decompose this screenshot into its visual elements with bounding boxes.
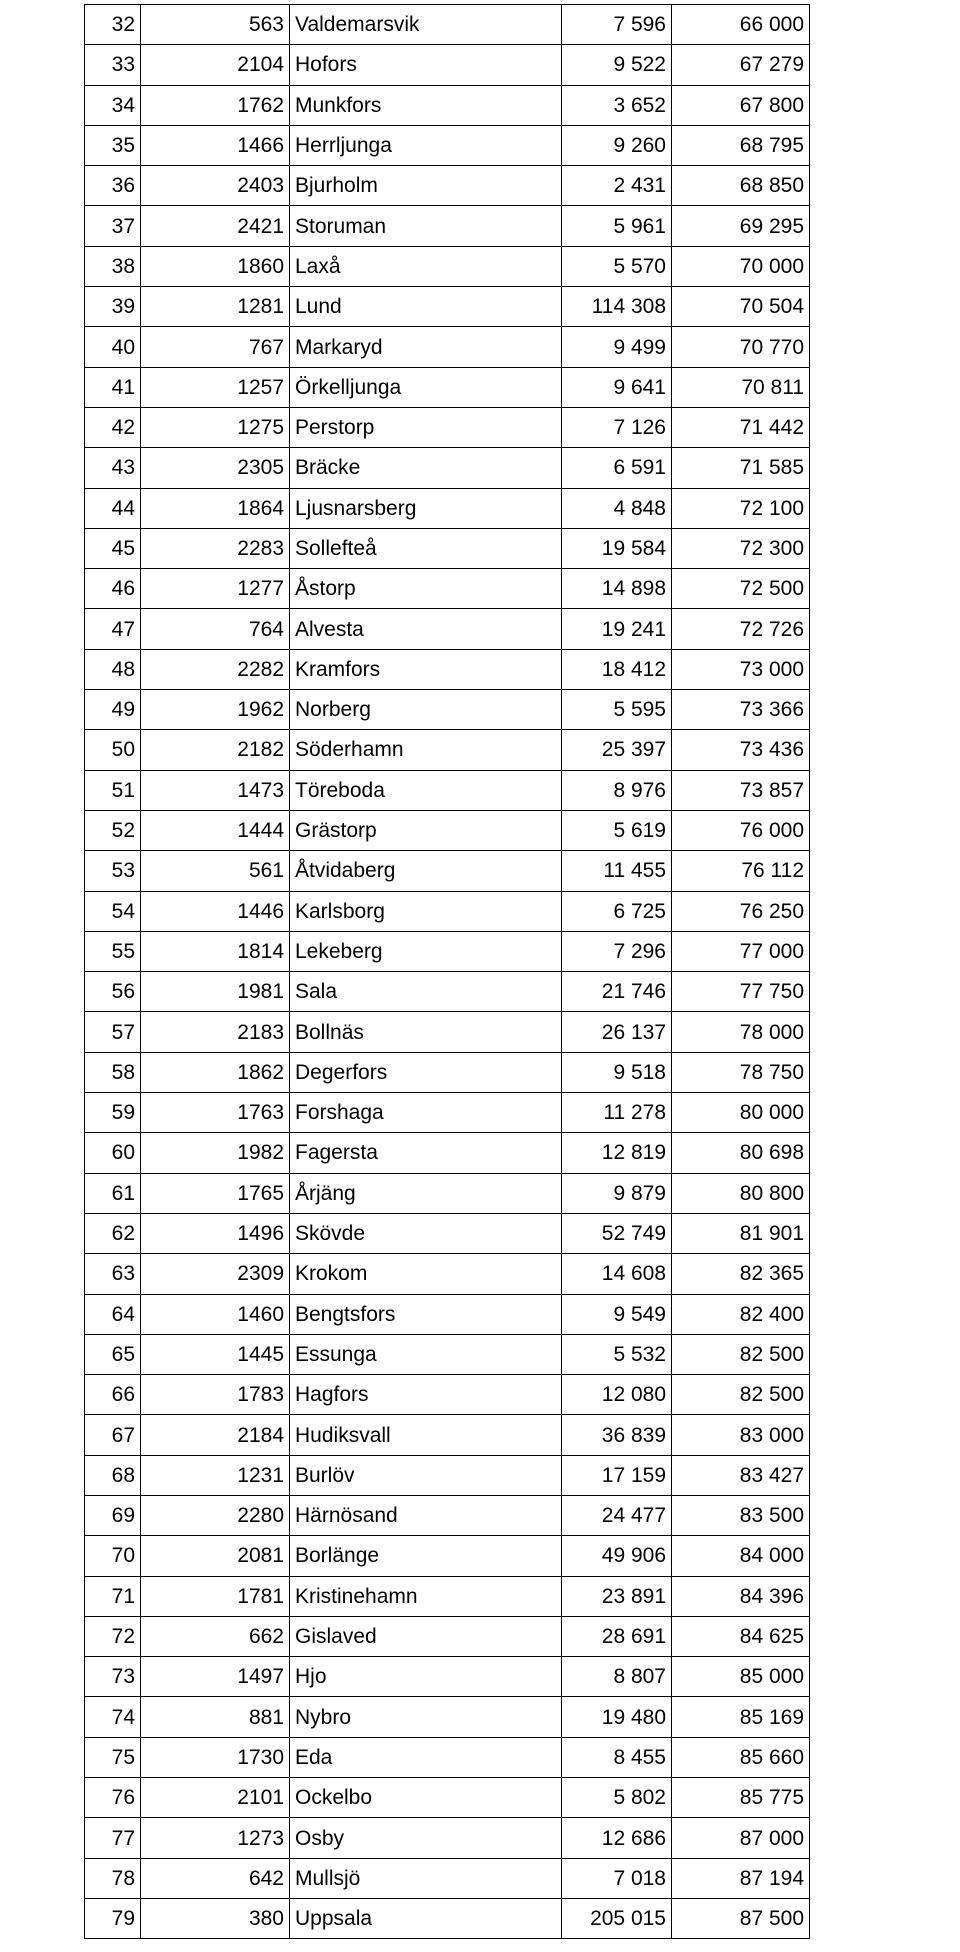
population-cell: 21 746: [562, 972, 672, 1012]
name-cell: Hudiksvall: [290, 1415, 562, 1455]
table-row: [85, 448, 810, 488]
code-cell: 1466: [141, 125, 290, 165]
rank-cell: 51: [85, 770, 141, 810]
population-cell: 19 584: [562, 528, 672, 568]
population-cell: 11 455: [562, 851, 672, 891]
value-cell: 73 366: [672, 690, 810, 730]
rank-cell: 64: [85, 1294, 141, 1334]
rank-cell: 48: [85, 649, 141, 689]
table-row: [85, 851, 810, 891]
name-cell: Ljusnarsberg: [290, 488, 562, 528]
table-row: [85, 1657, 810, 1697]
table-row: [85, 1415, 810, 1455]
table-row: [85, 488, 810, 528]
rank-cell: 77: [85, 1818, 141, 1858]
table-row: [85, 1536, 810, 1576]
value-cell: 73 857: [672, 770, 810, 810]
value-cell: 85 660: [672, 1737, 810, 1777]
rank-cell: 69: [85, 1495, 141, 1535]
population-cell: 12 080: [562, 1375, 672, 1415]
table-row: [85, 1012, 810, 1052]
code-cell: 2081: [141, 1536, 290, 1576]
code-cell: 2183: [141, 1012, 290, 1052]
name-cell: Bjurholm: [290, 166, 562, 206]
population-cell: 2 431: [562, 166, 672, 206]
population-cell: 114 308: [562, 287, 672, 327]
code-cell: 563: [141, 5, 290, 45]
code-cell: 1473: [141, 770, 290, 810]
code-cell: 380: [141, 1898, 290, 1938]
table-row: [85, 85, 810, 125]
name-cell: Lund: [290, 287, 562, 327]
value-cell: 77 750: [672, 972, 810, 1012]
name-cell: Örkelljunga: [290, 367, 562, 407]
code-cell: 2101: [141, 1778, 290, 1818]
rank-cell: 74: [85, 1697, 141, 1737]
name-cell: Fagersta: [290, 1133, 562, 1173]
table-row: [85, 1052, 810, 1092]
population-cell: 14 898: [562, 569, 672, 609]
value-cell: 82 400: [672, 1294, 810, 1334]
code-cell: 2283: [141, 528, 290, 568]
population-cell: 5 595: [562, 690, 672, 730]
rank-cell: 49: [85, 690, 141, 730]
table-row: [85, 810, 810, 850]
rank-cell: 43: [85, 448, 141, 488]
municipality-table: [84, 4, 810, 1939]
code-cell: 2184: [141, 1415, 290, 1455]
code-cell: 1277: [141, 569, 290, 609]
name-cell: Norberg: [290, 690, 562, 730]
table-row: [85, 1455, 810, 1495]
rank-cell: 73: [85, 1657, 141, 1697]
population-cell: 52 749: [562, 1213, 672, 1253]
value-cell: 67 800: [672, 85, 810, 125]
value-cell: 76 250: [672, 891, 810, 931]
value-cell: 73 436: [672, 730, 810, 770]
rank-cell: 75: [85, 1737, 141, 1777]
name-cell: Borlänge: [290, 1536, 562, 1576]
value-cell: 77 000: [672, 931, 810, 971]
rank-cell: 63: [85, 1254, 141, 1294]
name-cell: Nybro: [290, 1697, 562, 1737]
name-cell: Perstorp: [290, 407, 562, 447]
table-row: [85, 407, 810, 447]
population-cell: 24 477: [562, 1495, 672, 1535]
name-cell: Eda: [290, 1737, 562, 1777]
table-row: [85, 891, 810, 931]
table-row: [85, 649, 810, 689]
code-cell: 561: [141, 851, 290, 891]
code-cell: 1257: [141, 367, 290, 407]
value-cell: 80 698: [672, 1133, 810, 1173]
value-cell: 70 504: [672, 287, 810, 327]
population-cell: 9 518: [562, 1052, 672, 1092]
table-row: [85, 1173, 810, 1213]
name-cell: Alvesta: [290, 609, 562, 649]
rank-cell: 60: [85, 1133, 141, 1173]
rank-cell: 57: [85, 1012, 141, 1052]
name-cell: Forshaga: [290, 1093, 562, 1133]
code-cell: 1281: [141, 287, 290, 327]
rank-cell: 65: [85, 1334, 141, 1374]
rank-cell: 79: [85, 1898, 141, 1938]
code-cell: 1864: [141, 488, 290, 528]
value-cell: 70 000: [672, 246, 810, 286]
value-cell: 69 295: [672, 206, 810, 246]
code-cell: 2280: [141, 1495, 290, 1535]
value-cell: 78 750: [672, 1052, 810, 1092]
table-row: [85, 730, 810, 770]
name-cell: Osby: [290, 1818, 562, 1858]
rank-cell: 40: [85, 327, 141, 367]
population-cell: 5 802: [562, 1778, 672, 1818]
table-row: [85, 1616, 810, 1656]
value-cell: 83 500: [672, 1495, 810, 1535]
name-cell: Hagfors: [290, 1375, 562, 1415]
name-cell: Munkfors: [290, 85, 562, 125]
population-cell: 28 691: [562, 1616, 672, 1656]
rank-cell: 35: [85, 125, 141, 165]
table-row: [85, 287, 810, 327]
rank-cell: 56: [85, 972, 141, 1012]
spreadsheet: [84, 4, 810, 1939]
name-cell: Kristinehamn: [290, 1576, 562, 1616]
table-row: [85, 1697, 810, 1737]
name-cell: Skövde: [290, 1213, 562, 1253]
code-cell: 1982: [141, 1133, 290, 1173]
name-cell: Markaryd: [290, 327, 562, 367]
name-cell: Årjäng: [290, 1173, 562, 1213]
rank-cell: 61: [85, 1173, 141, 1213]
name-cell: Hjo: [290, 1657, 562, 1697]
name-cell: Mullsjö: [290, 1858, 562, 1898]
population-cell: 36 839: [562, 1415, 672, 1455]
name-cell: Hofors: [290, 45, 562, 85]
code-cell: 1814: [141, 931, 290, 971]
value-cell: 87 500: [672, 1898, 810, 1938]
population-cell: 9 641: [562, 367, 672, 407]
population-cell: 5 532: [562, 1334, 672, 1374]
table-row: [85, 1818, 810, 1858]
population-cell: 19 241: [562, 609, 672, 649]
population-cell: 6 591: [562, 448, 672, 488]
population-cell: 26 137: [562, 1012, 672, 1052]
population-cell: 49 906: [562, 1536, 672, 1576]
rank-cell: 32: [85, 5, 141, 45]
rank-cell: 70: [85, 1536, 141, 1576]
value-cell: 76 000: [672, 810, 810, 850]
value-cell: 81 901: [672, 1213, 810, 1253]
population-cell: 9 522: [562, 45, 672, 85]
value-cell: 80 800: [672, 1173, 810, 1213]
value-cell: 72 300: [672, 528, 810, 568]
code-cell: 1765: [141, 1173, 290, 1213]
table-row: [85, 528, 810, 568]
rank-cell: 47: [85, 609, 141, 649]
population-cell: 23 891: [562, 1576, 672, 1616]
population-cell: 18 412: [562, 649, 672, 689]
rank-cell: 41: [85, 367, 141, 407]
rank-cell: 36: [85, 166, 141, 206]
name-cell: Karlsborg: [290, 891, 562, 931]
table-row: [85, 125, 810, 165]
name-cell: Bengtsfors: [290, 1294, 562, 1334]
rank-cell: 50: [85, 730, 141, 770]
rank-cell: 38: [85, 246, 141, 286]
rank-cell: 72: [85, 1616, 141, 1656]
population-cell: 5 619: [562, 810, 672, 850]
code-cell: 2403: [141, 166, 290, 206]
code-cell: 1762: [141, 85, 290, 125]
rank-cell: 52: [85, 810, 141, 850]
name-cell: Sollefteå: [290, 528, 562, 568]
value-cell: 83 000: [672, 1415, 810, 1455]
population-cell: 7 596: [562, 5, 672, 45]
name-cell: Gislaved: [290, 1616, 562, 1656]
rank-cell: 68: [85, 1455, 141, 1495]
name-cell: Töreboda: [290, 770, 562, 810]
value-cell: 84 000: [672, 1536, 810, 1576]
table-row: [85, 1375, 810, 1415]
population-cell: 9 549: [562, 1294, 672, 1334]
rank-cell: 45: [85, 528, 141, 568]
code-cell: 1273: [141, 1818, 290, 1858]
value-cell: 72 500: [672, 569, 810, 609]
population-cell: 8 976: [562, 770, 672, 810]
rank-cell: 66: [85, 1375, 141, 1415]
code-cell: 1446: [141, 891, 290, 931]
name-cell: Ockelbo: [290, 1778, 562, 1818]
name-cell: Uppsala: [290, 1898, 562, 1938]
code-cell: 767: [141, 327, 290, 367]
population-cell: 12 819: [562, 1133, 672, 1173]
value-cell: 72 726: [672, 609, 810, 649]
code-cell: 1981: [141, 972, 290, 1012]
code-cell: 1730: [141, 1737, 290, 1777]
population-cell: 14 608: [562, 1254, 672, 1294]
table-row: [85, 1737, 810, 1777]
value-cell: 70 811: [672, 367, 810, 407]
population-cell: 8 455: [562, 1737, 672, 1777]
table-row: [85, 1133, 810, 1173]
value-cell: 78 000: [672, 1012, 810, 1052]
rank-cell: 59: [85, 1093, 141, 1133]
population-cell: 8 807: [562, 1657, 672, 1697]
name-cell: Kramfors: [290, 649, 562, 689]
table-row: [85, 1093, 810, 1133]
table-row: [85, 5, 810, 45]
code-cell: 1862: [141, 1052, 290, 1092]
value-cell: 82 500: [672, 1334, 810, 1374]
value-cell: 84 396: [672, 1576, 810, 1616]
table-row: [85, 972, 810, 1012]
value-cell: 85 169: [672, 1697, 810, 1737]
value-cell: 76 112: [672, 851, 810, 891]
code-cell: 1231: [141, 1455, 290, 1495]
population-cell: 4 848: [562, 488, 672, 528]
code-cell: 1497: [141, 1657, 290, 1697]
table-row: [85, 1778, 810, 1818]
code-cell: 764: [141, 609, 290, 649]
table-row: [85, 45, 810, 85]
code-cell: 2182: [141, 730, 290, 770]
code-cell: 1460: [141, 1294, 290, 1334]
name-cell: Söderhamn: [290, 730, 562, 770]
code-cell: 2282: [141, 649, 290, 689]
code-cell: 1860: [141, 246, 290, 286]
value-cell: 67 279: [672, 45, 810, 85]
table-body: [85, 5, 810, 1939]
table-row: [85, 166, 810, 206]
population-cell: 11 278: [562, 1093, 672, 1133]
population-cell: 5 961: [562, 206, 672, 246]
code-cell: 881: [141, 1697, 290, 1737]
population-cell: 19 480: [562, 1697, 672, 1737]
table-row: [85, 1294, 810, 1334]
name-cell: Bollnäs: [290, 1012, 562, 1052]
rank-cell: 67: [85, 1415, 141, 1455]
population-cell: 9 499: [562, 327, 672, 367]
name-cell: Burlöv: [290, 1455, 562, 1495]
table-row: [85, 206, 810, 246]
table-row: [85, 931, 810, 971]
population-cell: 7 018: [562, 1858, 672, 1898]
population-cell: 17 159: [562, 1455, 672, 1495]
table-row: [85, 1213, 810, 1253]
name-cell: Grästorp: [290, 810, 562, 850]
rank-cell: 39: [85, 287, 141, 327]
rank-cell: 62: [85, 1213, 141, 1253]
rank-cell: 55: [85, 931, 141, 971]
rank-cell: 37: [85, 206, 141, 246]
population-cell: 3 652: [562, 85, 672, 125]
table-row: [85, 569, 810, 609]
code-cell: 1445: [141, 1334, 290, 1374]
population-cell: 7 126: [562, 407, 672, 447]
rank-cell: 71: [85, 1576, 141, 1616]
rank-cell: 33: [85, 45, 141, 85]
value-cell: 73 000: [672, 649, 810, 689]
code-cell: 1783: [141, 1375, 290, 1415]
name-cell: Åtvidaberg: [290, 851, 562, 891]
value-cell: 68 795: [672, 125, 810, 165]
table-row: [85, 1576, 810, 1616]
table-row: [85, 1254, 810, 1294]
value-cell: 82 500: [672, 1375, 810, 1415]
rank-cell: 34: [85, 85, 141, 125]
rank-cell: 42: [85, 407, 141, 447]
table-row: [85, 690, 810, 730]
name-cell: Krokom: [290, 1254, 562, 1294]
code-cell: 2309: [141, 1254, 290, 1294]
rank-cell: 58: [85, 1052, 141, 1092]
rank-cell: 44: [85, 488, 141, 528]
population-cell: 9 260: [562, 125, 672, 165]
table-row: [85, 1495, 810, 1535]
value-cell: 87 000: [672, 1818, 810, 1858]
value-cell: 71 442: [672, 407, 810, 447]
name-cell: Sala: [290, 972, 562, 1012]
value-cell: 84 625: [672, 1616, 810, 1656]
code-cell: 642: [141, 1858, 290, 1898]
table-row: [85, 609, 810, 649]
name-cell: Essunga: [290, 1334, 562, 1374]
population-cell: 7 296: [562, 931, 672, 971]
table-row: [85, 1898, 810, 1938]
value-cell: 68 850: [672, 166, 810, 206]
value-cell: 85 775: [672, 1778, 810, 1818]
population-cell: 25 397: [562, 730, 672, 770]
table-row: [85, 1334, 810, 1374]
table-row: [85, 1858, 810, 1898]
name-cell: Valdemarsvik: [290, 5, 562, 45]
table-row: [85, 367, 810, 407]
value-cell: 66 000: [672, 5, 810, 45]
population-cell: 5 570: [562, 246, 672, 286]
value-cell: 70 770: [672, 327, 810, 367]
code-cell: 1781: [141, 1576, 290, 1616]
rank-cell: 46: [85, 569, 141, 609]
name-cell: Herrljunga: [290, 125, 562, 165]
population-cell: 9 879: [562, 1173, 672, 1213]
code-cell: 2104: [141, 45, 290, 85]
population-cell: 205 015: [562, 1898, 672, 1938]
name-cell: Bräcke: [290, 448, 562, 488]
name-cell: Härnösand: [290, 1495, 562, 1535]
rank-cell: 53: [85, 851, 141, 891]
table-row: [85, 246, 810, 286]
population-cell: 6 725: [562, 891, 672, 931]
code-cell: 1496: [141, 1213, 290, 1253]
value-cell: 80 000: [672, 1093, 810, 1133]
code-cell: 1275: [141, 407, 290, 447]
code-cell: 1763: [141, 1093, 290, 1133]
code-cell: 2305: [141, 448, 290, 488]
rank-cell: 78: [85, 1858, 141, 1898]
code-cell: 1444: [141, 810, 290, 850]
rank-cell: 54: [85, 891, 141, 931]
rank-cell: 76: [85, 1778, 141, 1818]
name-cell: Laxå: [290, 246, 562, 286]
value-cell: 83 427: [672, 1455, 810, 1495]
table-row: [85, 770, 810, 810]
code-cell: 1962: [141, 690, 290, 730]
value-cell: 87 194: [672, 1858, 810, 1898]
code-cell: 662: [141, 1616, 290, 1656]
population-cell: 12 686: [562, 1818, 672, 1858]
value-cell: 71 585: [672, 448, 810, 488]
name-cell: Degerfors: [290, 1052, 562, 1092]
name-cell: Lekeberg: [290, 931, 562, 971]
value-cell: 72 100: [672, 488, 810, 528]
name-cell: Storuman: [290, 206, 562, 246]
code-cell: 2421: [141, 206, 290, 246]
name-cell: Åstorp: [290, 569, 562, 609]
table-row: [85, 327, 810, 367]
value-cell: 82 365: [672, 1254, 810, 1294]
value-cell: 85 000: [672, 1657, 810, 1697]
